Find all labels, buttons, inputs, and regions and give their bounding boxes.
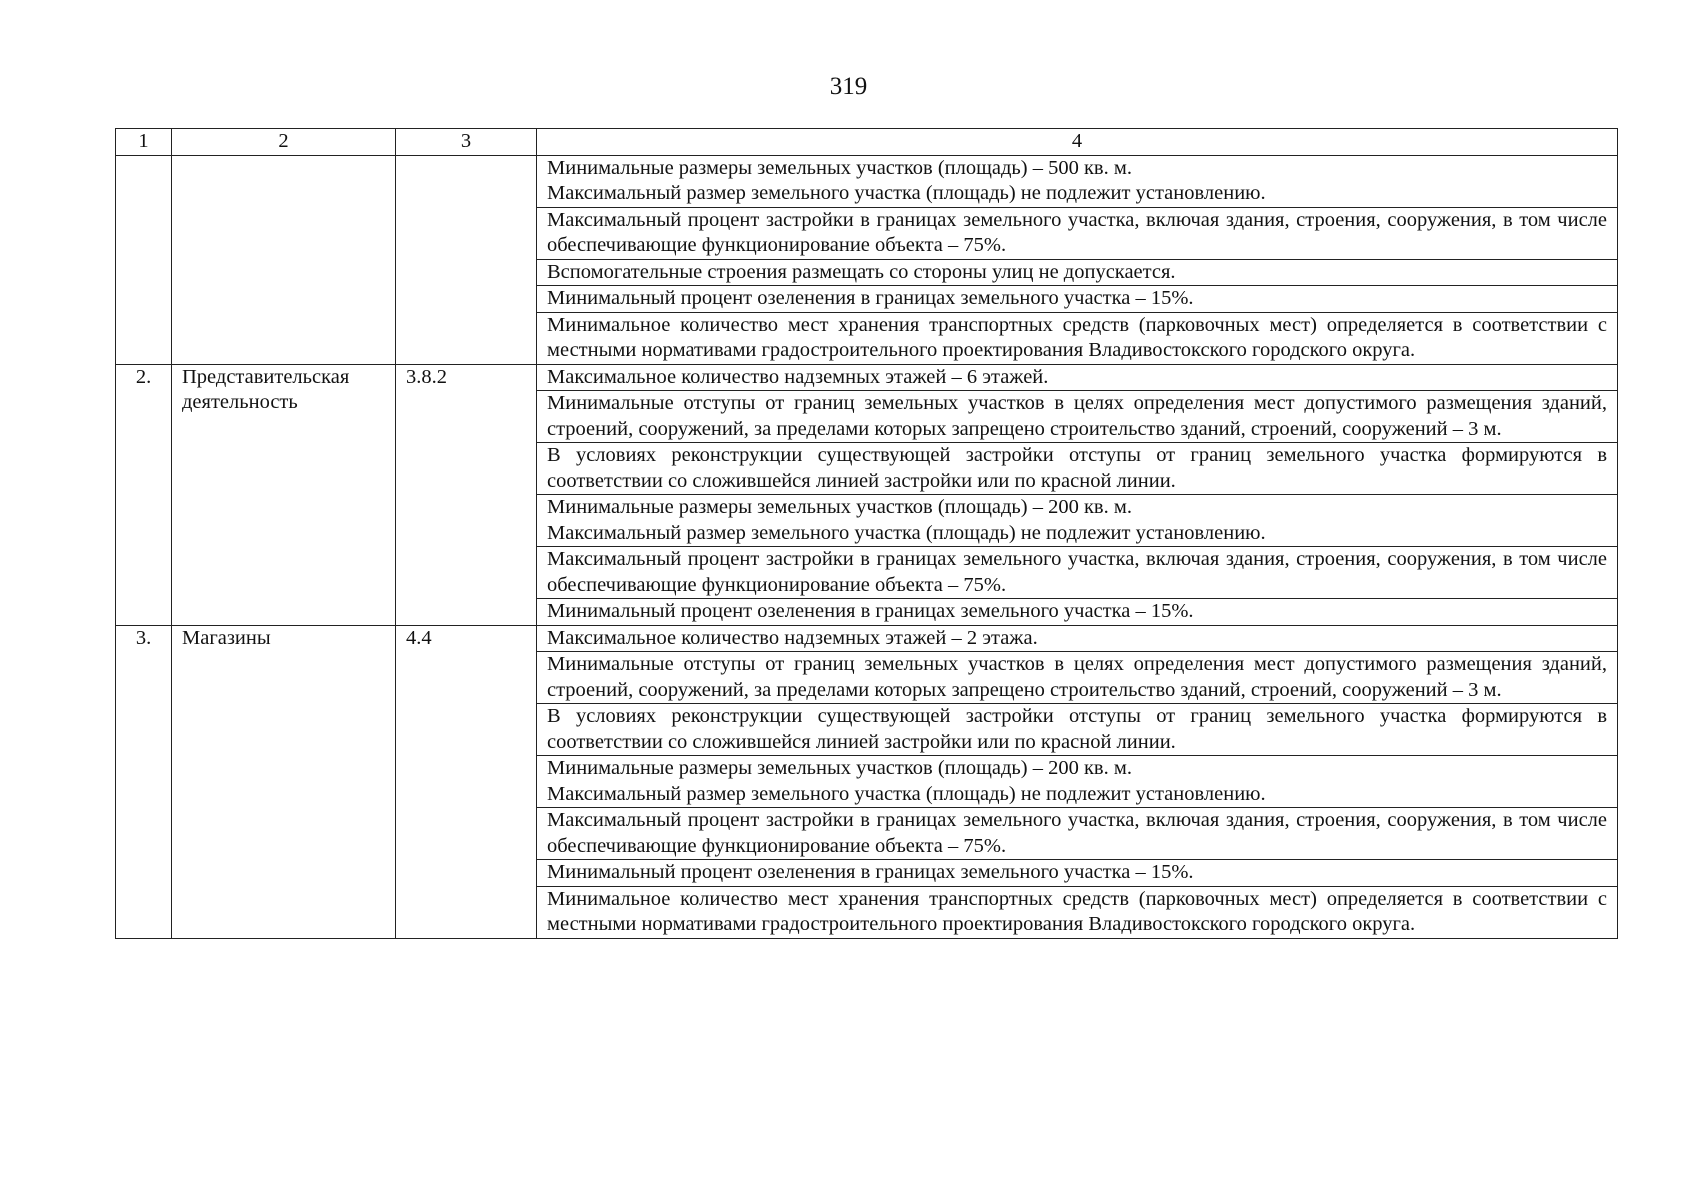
parameter-text: Минимальные размеры земельных участков (площадь) – 200 кв. м. — [547, 757, 1132, 779]
parameter-cell — [537, 312, 1618, 364]
regulations-table — [115, 128, 1618, 939]
parameter-text: Минимальные размеры земельных участков (площадь) – 500 кв. м. — [547, 156, 1132, 179]
parameter-text: Максимальный процент застройки в границах земельного участка, включая здания, строения, сооружения, в том числе обеспечивающие функционирование объекта – 75%. — [547, 208, 1607, 256]
parameter-cell — [537, 259, 1618, 286]
parameter-cell — [537, 808, 1618, 860]
parameter-text: Максимальный размер земельного участка (площадь) не подлежит установлению. — [547, 182, 1266, 204]
parameter-text: Минимальные размеры земельных участков (площадь) – 200 кв. м. — [547, 496, 1132, 518]
parameter-cell — [537, 364, 1618, 391]
land-use-code: 4.4 — [396, 625, 537, 938]
page-number: 319 — [829, 73, 868, 100]
table-row — [116, 625, 1618, 652]
parameter-text: В условиях реконструкции существующей застройки отступы от границ земельного участка формируются в соответствии со сложившейся линией застройки или по красной линии. — [547, 705, 1607, 753]
table-row — [116, 155, 1618, 207]
parameter-cell — [537, 886, 1618, 938]
parameter-text: Минимальные отступы от границ земельных участков в целях определения мест допустимого размещения зданий, строений, сооружений, за пределами которых запрещено строительство зданий, строений, сооружений – 3 м. — [547, 653, 1607, 701]
parameter-cell — [537, 155, 1618, 207]
parameter-cell — [537, 599, 1618, 626]
parameter-text: Минимальный процент озеленения в границах земельного участка – 15%. — [547, 861, 1194, 883]
parameter-text: Минимальное количество мест хранения транспортных средств (парковочных мест) определяется в соответствии с местными нормативами градостроительного проектирования Владивостокского городского округа. — [547, 313, 1607, 361]
parameter-cell — [537, 286, 1618, 313]
parameter-cell — [537, 207, 1618, 259]
parameter-text: Минимальные отступы от границ земельных участков в целях определения мест допустимого размещения зданий, строений, сооружений, за пределами которых запрещено строительство зданий, строений, сооружений – 3 м. — [547, 392, 1607, 440]
parameter-text: Минимальный процент озеленения в границах земельного участка – 15%. — [547, 287, 1194, 309]
parameter-cell — [537, 756, 1618, 808]
parameter-text: Вспомогательные строения размещать со стороны улиц не допускается. — [547, 260, 1176, 283]
land-use-name: Представительская деятельность — [172, 364, 396, 625]
row-number: 2. — [116, 364, 172, 625]
parameter-text: Максимальное количество надземных этажей – 6 этажей. — [547, 365, 1049, 388]
parameter-text: Минимальное количество мест хранения транспортных средств (парковочных мест) определяется в соответствии с местными нормативами градостроительного проектирования Владивостокского городского округа. — [547, 887, 1607, 935]
land-use-code: 3.8.2 — [396, 364, 537, 625]
parameter-text: Максимальный размер земельного участка (площадь) не подлежит установлению. — [547, 521, 1266, 544]
land-use-code — [396, 155, 537, 364]
land-use-name: Магазины — [172, 625, 396, 938]
table-body — [116, 155, 1618, 938]
header-col-1: 1 — [116, 129, 172, 156]
parameter-cell — [537, 443, 1618, 495]
table-header-row — [116, 129, 1618, 156]
parameter-text: Максимальный процент застройки в границах земельного участка, включая здания, строения, сооружения, в том числе обеспечивающие функционирование объекта – 75%. — [547, 809, 1607, 857]
parameter-cell — [537, 547, 1618, 599]
parameter-cell — [537, 495, 1618, 547]
parameter-text: В условиях реконструкции существующей застройки отступы от границ земельного участка формируются в соответствии со сложившейся линией застройки или по красной линии. — [547, 444, 1607, 492]
header-col-3: 3 — [396, 129, 537, 156]
parameter-cell — [537, 391, 1618, 443]
row-number: 3. — [116, 625, 172, 938]
parameter-cell — [537, 704, 1618, 756]
land-use-name — [172, 155, 396, 364]
table-row — [116, 364, 1618, 391]
parameter-cell — [537, 625, 1618, 652]
header-col-2: 2 — [172, 129, 396, 156]
parameter-cell — [537, 860, 1618, 887]
parameter-text: Максимальный размер земельного участка (площадь) не подлежит установлению. — [547, 782, 1266, 805]
row-number — [116, 155, 172, 364]
parameter-cell — [537, 652, 1618, 704]
parameter-text: Максимальный процент застройки в границах земельного участка, включая здания, строения, сооружения, в том числе обеспечивающие функционирование объекта – 75%. — [547, 548, 1607, 596]
header-col-4: 4 — [537, 129, 1618, 156]
parameter-text: Максимальное количество надземных этажей – 2 этажа. — [547, 626, 1038, 649]
parameter-text: Минимальный процент озеленения в границах земельного участка – 15%. — [547, 600, 1194, 622]
